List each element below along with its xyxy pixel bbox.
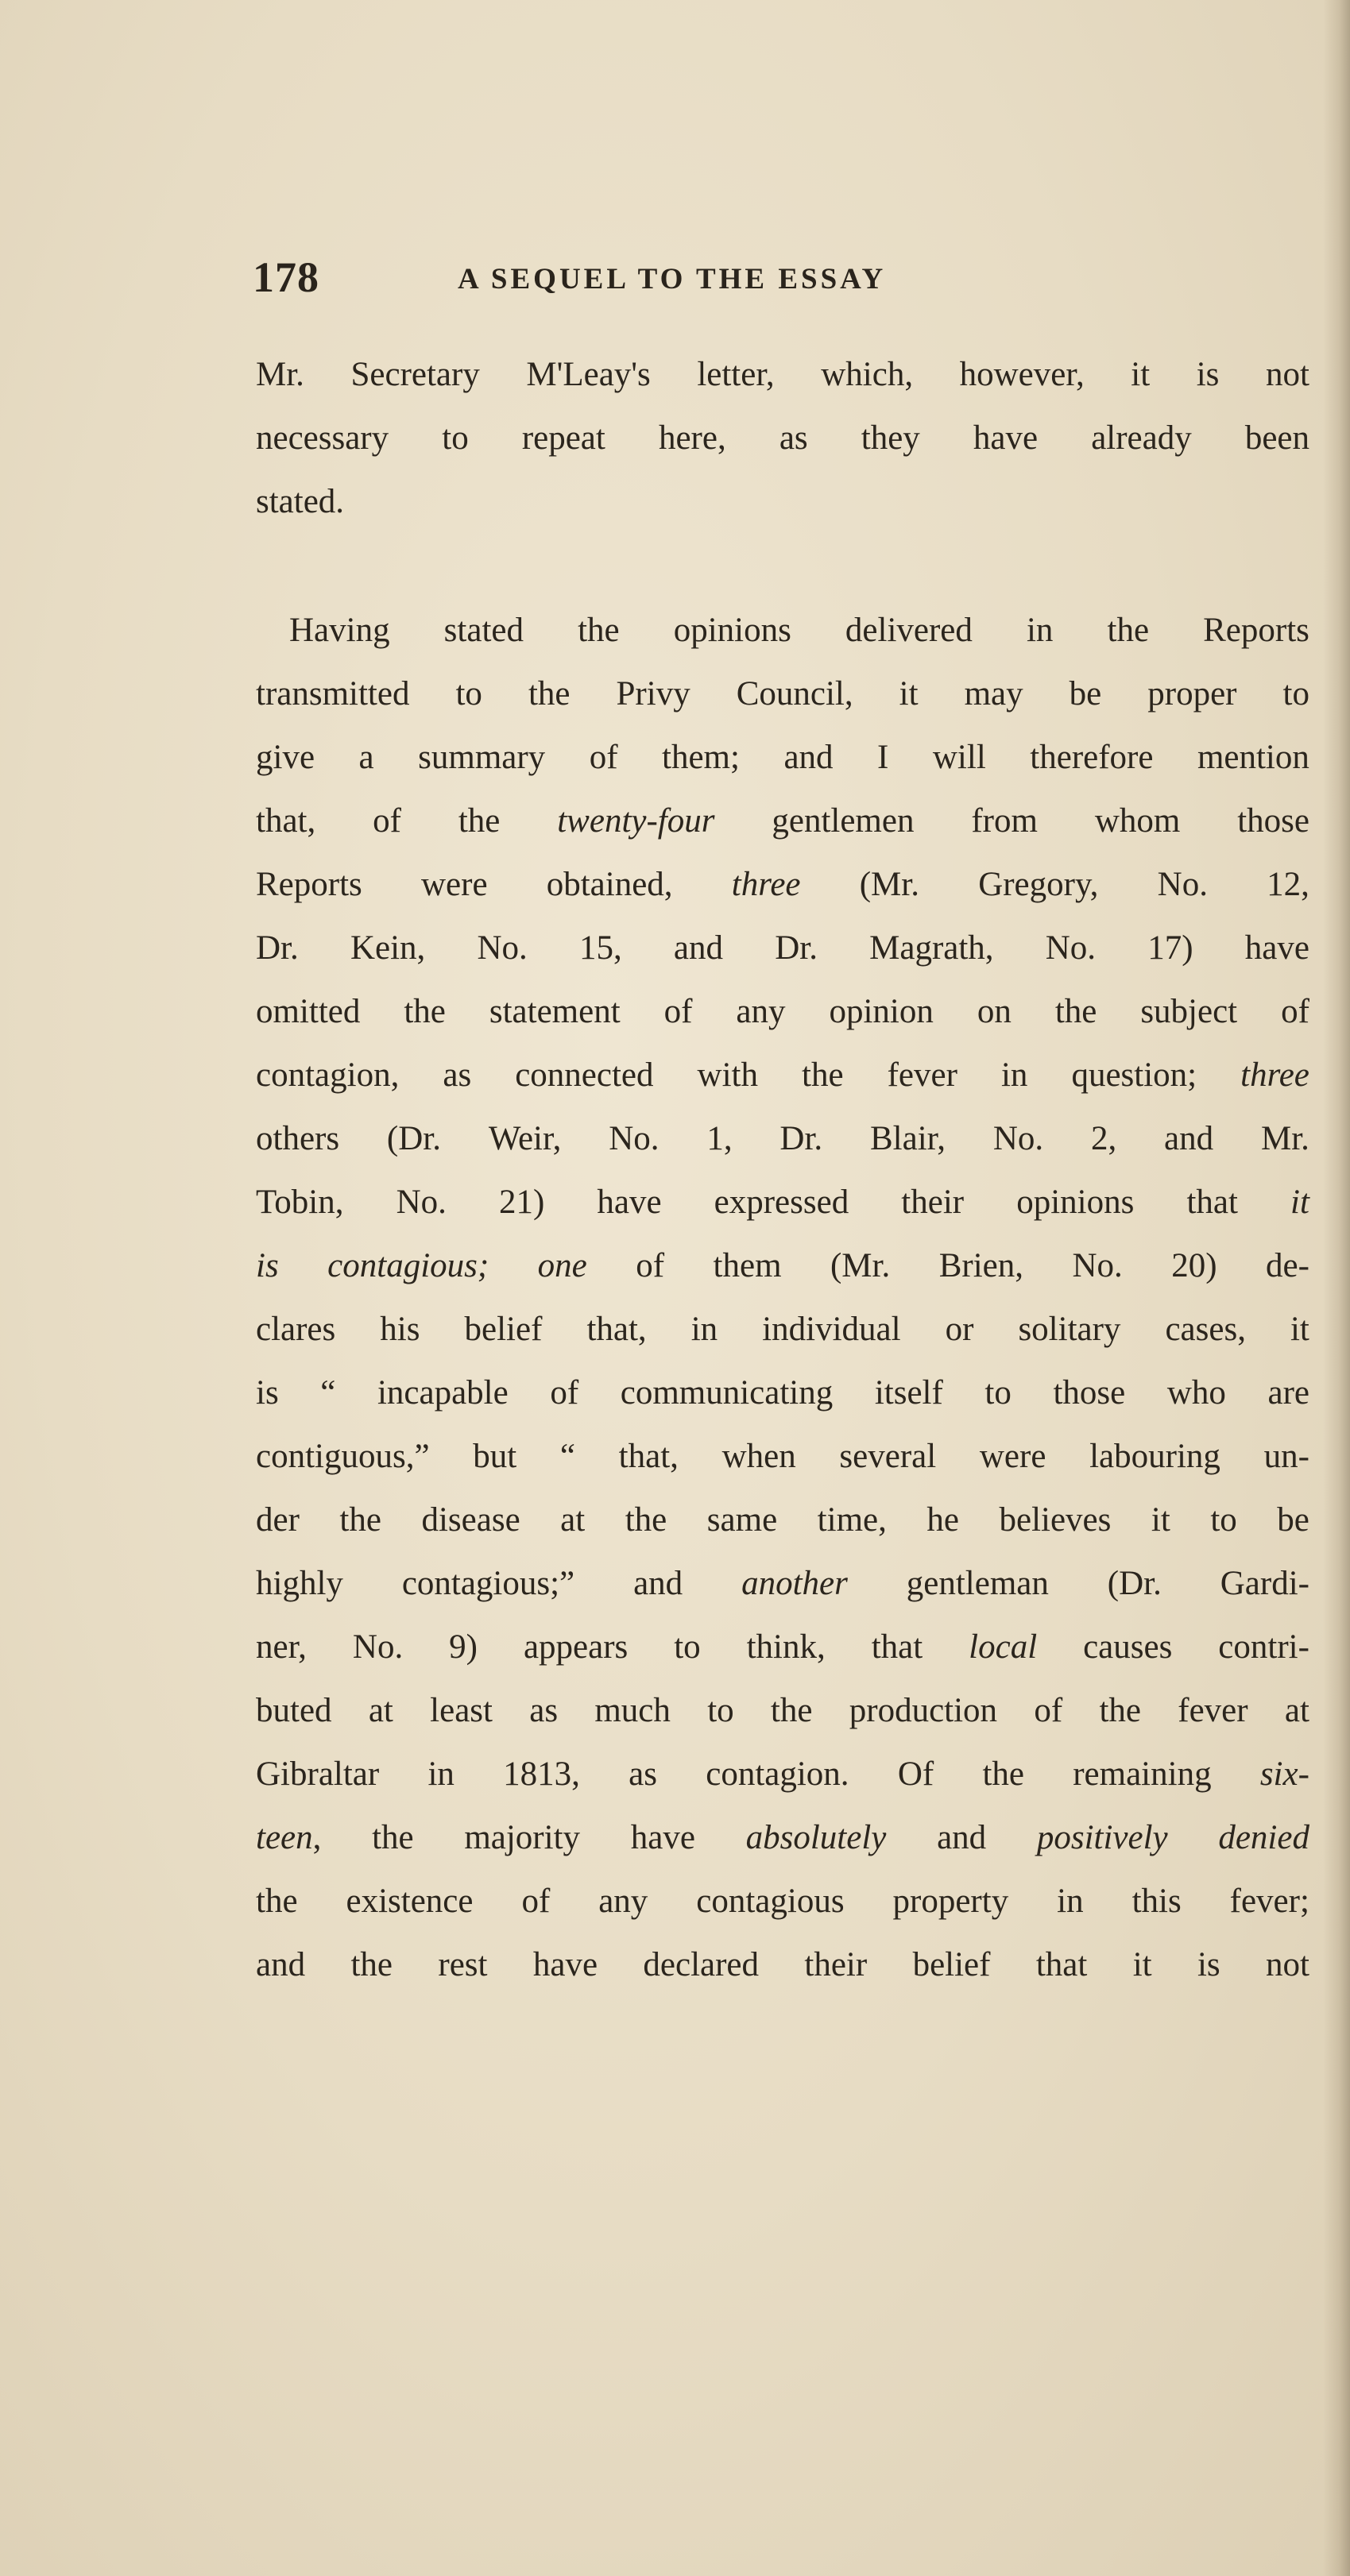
- word: subject: [1140, 993, 1238, 1030]
- word: three: [731, 866, 801, 903]
- word: be: [1069, 675, 1102, 713]
- word: contagious;: [327, 1247, 489, 1284]
- word: the: [1054, 993, 1097, 1030]
- word: fever;: [1229, 1883, 1309, 1920]
- word: twenty-four: [557, 802, 715, 840]
- word: as: [443, 1056, 472, 1094]
- text-line: [256, 1044, 1309, 1107]
- word: were: [979, 1438, 1046, 1475]
- word: as: [629, 1755, 657, 1793]
- word: contiguous,”: [256, 1438, 430, 1475]
- word: from: [971, 802, 1038, 840]
- text-line: [256, 917, 1309, 980]
- word: to: [1210, 1501, 1237, 1539]
- word: (Mr.: [830, 1247, 891, 1284]
- word: letter,: [697, 356, 775, 393]
- word: question;: [1071, 1056, 1197, 1094]
- word: (Dr.: [386, 1120, 441, 1157]
- word: that,: [256, 802, 316, 840]
- word: 20): [1171, 1247, 1217, 1284]
- word: therefore: [1030, 739, 1154, 776]
- word: those: [1053, 1374, 1126, 1412]
- word: Tobin,: [256, 1184, 344, 1221]
- word: local: [969, 1628, 1038, 1666]
- word: the: [982, 1755, 1024, 1793]
- word: it: [899, 675, 919, 713]
- word: to: [442, 419, 469, 457]
- text-line: [256, 1679, 1309, 1743]
- word: contagious;”: [401, 1565, 575, 1602]
- word: No.: [1045, 929, 1097, 967]
- word: several: [839, 1438, 937, 1475]
- text-line: [256, 726, 1309, 790]
- word: the: [578, 612, 620, 649]
- text-line: [256, 790, 1309, 853]
- word: Gardi-: [1220, 1565, 1309, 1602]
- word: appears: [523, 1628, 629, 1666]
- word: No.: [352, 1628, 404, 1666]
- word: in: [1000, 1056, 1028, 1094]
- word: the: [404, 993, 446, 1030]
- word: the: [256, 1883, 298, 1920]
- word: opinions: [1016, 1184, 1135, 1221]
- word: not: [1266, 1946, 1309, 1983]
- page-number: 178: [253, 253, 319, 301]
- text-line: [256, 1616, 1309, 1679]
- word: and: [1164, 1120, 1214, 1157]
- running-title: A SEQUEL TO THE ESSAY: [458, 263, 887, 295]
- word: in: [1057, 1883, 1084, 1920]
- word: believes: [999, 1501, 1112, 1539]
- word: another: [741, 1565, 848, 1602]
- word: of: [1281, 993, 1309, 1030]
- word: Mr.: [256, 356, 304, 393]
- word: Brien,: [938, 1247, 1023, 1284]
- word: I: [877, 739, 889, 776]
- word: of: [373, 802, 401, 840]
- word: them;: [662, 739, 740, 776]
- word: of: [589, 739, 618, 776]
- word: here,: [658, 419, 726, 457]
- word: have: [630, 1819, 695, 1856]
- word: 9): [449, 1628, 478, 1666]
- text-line: [256, 1870, 1309, 1933]
- word: is: [256, 1247, 279, 1284]
- word: his: [380, 1311, 420, 1348]
- word: may: [964, 675, 1023, 713]
- text-line: [256, 1489, 1309, 1552]
- text-line: [256, 1743, 1309, 1806]
- word: gentleman: [906, 1565, 1049, 1602]
- word: the: [528, 675, 571, 713]
- word: think,: [746, 1628, 826, 1666]
- word: omitted: [256, 993, 361, 1030]
- word: have: [973, 419, 1039, 457]
- word: in: [690, 1311, 718, 1348]
- word: when: [721, 1438, 796, 1475]
- word: clares: [256, 1311, 336, 1348]
- word: 17): [1147, 929, 1193, 967]
- text-line: [256, 1361, 1309, 1425]
- word: labouring: [1089, 1438, 1220, 1475]
- word: it: [1290, 1184, 1309, 1221]
- word: repeat: [521, 419, 605, 457]
- word: will: [932, 739, 986, 776]
- word: ner,: [256, 1628, 307, 1666]
- word: highly: [256, 1565, 343, 1602]
- word: denied: [1218, 1819, 1309, 1856]
- word: to: [707, 1692, 734, 1729]
- word: any: [736, 993, 786, 1030]
- word: (Mr.: [859, 866, 919, 903]
- word: 12,: [1267, 866, 1309, 903]
- word: contagion.: [706, 1755, 849, 1793]
- word: and: [673, 929, 723, 967]
- word: Reports: [1203, 612, 1309, 649]
- word: at: [1284, 1692, 1309, 1729]
- word: the: [350, 1946, 393, 1983]
- word: cases,: [1165, 1311, 1246, 1348]
- word: the: [1107, 612, 1150, 649]
- word: solitary: [1018, 1311, 1121, 1348]
- word: positively: [1036, 1819, 1168, 1856]
- word: 21): [498, 1184, 545, 1221]
- word: it: [1290, 1311, 1309, 1348]
- word: production: [849, 1692, 998, 1729]
- word: been: [1244, 419, 1309, 457]
- word: in: [1026, 612, 1054, 649]
- word: he: [926, 1501, 959, 1539]
- word: Gregory,: [978, 866, 1099, 903]
- word: contagious: [696, 1883, 845, 1920]
- word: contagion,: [256, 1056, 400, 1094]
- word: have: [532, 1946, 598, 1983]
- word: three: [1240, 1056, 1309, 1094]
- word: them: [713, 1247, 782, 1284]
- word: No.: [609, 1120, 660, 1157]
- word: causes: [1083, 1628, 1173, 1666]
- word: much: [594, 1692, 671, 1729]
- word: 1813,: [503, 1755, 580, 1793]
- text-line: [256, 1107, 1309, 1171]
- word: which,: [821, 356, 914, 393]
- word: that,: [618, 1438, 679, 1475]
- word: already: [1091, 419, 1192, 457]
- word: necessary: [256, 419, 389, 457]
- word: No.: [1157, 866, 1208, 903]
- word: the: [770, 1692, 813, 1729]
- word: the: [625, 1501, 667, 1539]
- word: is: [256, 1374, 279, 1412]
- word: are: [1267, 1374, 1309, 1412]
- text-line: [256, 470, 1309, 534]
- text-line: [256, 1171, 1309, 1234]
- word: fever: [887, 1056, 957, 1094]
- word: the: [1099, 1692, 1141, 1729]
- running-head: [253, 253, 1309, 316]
- word: Mr.: [1260, 1120, 1309, 1157]
- word: their: [804, 1946, 868, 1983]
- word: existence: [346, 1883, 474, 1920]
- word: proper: [1147, 675, 1237, 713]
- word: Gibraltar: [256, 1755, 380, 1793]
- word: and: [783, 739, 834, 776]
- word: is: [1197, 1946, 1220, 1983]
- word: absolutely: [745, 1819, 887, 1856]
- word: obtained,: [546, 866, 673, 903]
- word: de-: [1266, 1247, 1309, 1284]
- word: Weir,: [488, 1120, 562, 1157]
- word: and: [256, 1946, 306, 1983]
- text-line: [256, 1806, 1309, 1870]
- word: rest: [438, 1946, 488, 1983]
- word: it: [1131, 356, 1151, 393]
- word: Dr.: [779, 1120, 823, 1157]
- word: those: [1237, 802, 1309, 840]
- word: that,: [586, 1311, 647, 1348]
- word: this: [1131, 1883, 1182, 1920]
- word: with: [697, 1056, 758, 1094]
- word: that: [1035, 1946, 1088, 1983]
- word: the: [458, 802, 501, 840]
- word: No.: [477, 929, 528, 967]
- text-line: [256, 1425, 1309, 1489]
- word: communicating: [620, 1374, 834, 1412]
- word: at: [368, 1692, 393, 1729]
- word: to: [455, 675, 482, 713]
- word: Kein,: [350, 929, 426, 967]
- paragraph-gap: [256, 534, 1309, 599]
- word: on: [977, 993, 1012, 1030]
- word: “: [559, 1438, 575, 1475]
- word: whom: [1094, 802, 1181, 840]
- word: connected: [515, 1056, 654, 1094]
- word: six-: [1259, 1755, 1309, 1793]
- text-line: [256, 1552, 1309, 1616]
- word: opinions: [673, 612, 791, 649]
- word: their: [901, 1184, 965, 1221]
- word: least: [430, 1692, 493, 1729]
- text-line: [256, 1298, 1309, 1361]
- body-text: [256, 343, 1309, 1997]
- word: Dr.: [775, 929, 818, 967]
- word: individual: [762, 1311, 901, 1348]
- word: delivered: [845, 612, 973, 649]
- word: fever: [1178, 1692, 1248, 1729]
- word: stated: [443, 612, 524, 649]
- word: majority: [464, 1819, 581, 1856]
- word: give: [256, 739, 315, 776]
- word: Magrath,: [869, 929, 994, 967]
- word: M'Leay's: [526, 356, 651, 393]
- word: and: [633, 1565, 683, 1602]
- text-line: [256, 1234, 1309, 1298]
- word: others: [256, 1120, 340, 1157]
- word: Council,: [736, 675, 853, 713]
- word: of: [550, 1374, 579, 1412]
- word: the: [339, 1501, 381, 1539]
- word: the: [802, 1056, 844, 1094]
- word: as: [779, 419, 808, 457]
- word: belief: [912, 1946, 991, 1983]
- word: to: [1282, 675, 1309, 713]
- word: contri-: [1218, 1628, 1309, 1666]
- word: teen,: [256, 1819, 322, 1856]
- word: it: [1151, 1501, 1170, 1539]
- word: have: [1244, 929, 1309, 967]
- word: No.: [992, 1120, 1044, 1157]
- word: at: [560, 1501, 586, 1539]
- word: who: [1166, 1374, 1226, 1412]
- word: stated.: [256, 483, 345, 520]
- word: Privy: [616, 675, 690, 713]
- word: gentlemen: [772, 802, 915, 840]
- paragraph: [256, 343, 1309, 534]
- word: is: [1196, 356, 1220, 393]
- word: summary: [418, 739, 546, 776]
- word: of: [636, 1247, 665, 1284]
- word: Having: [289, 612, 390, 649]
- text-line: [256, 662, 1309, 726]
- word: same: [706, 1501, 778, 1539]
- word: incapable: [377, 1374, 509, 1412]
- word: declared: [643, 1946, 760, 1983]
- word: Secretary: [350, 356, 480, 393]
- word: statement: [489, 993, 621, 1030]
- text-line: [256, 980, 1309, 1044]
- word: it: [1132, 1946, 1152, 1983]
- word: Dr.: [256, 929, 299, 967]
- text-line: [256, 343, 1309, 407]
- word: 1,: [706, 1120, 733, 1157]
- word: to: [674, 1628, 701, 1666]
- word: transmitted: [256, 675, 410, 713]
- word: however,: [959, 356, 1085, 393]
- word: 15,: [578, 929, 622, 967]
- word: Of: [897, 1755, 934, 1793]
- word: 2,: [1090, 1120, 1117, 1157]
- word: buted: [256, 1692, 332, 1729]
- word: that: [871, 1628, 923, 1666]
- word: un-: [1263, 1438, 1309, 1475]
- text-line: [256, 599, 1309, 662]
- word: mention: [1197, 739, 1309, 776]
- word: of: [1034, 1692, 1063, 1729]
- text-line: [256, 853, 1309, 917]
- word: disease: [421, 1501, 520, 1539]
- page-edge-shadow: [1323, 0, 1350, 2576]
- text-line: [256, 407, 1309, 470]
- word: remaining: [1073, 1755, 1212, 1793]
- word: not: [1265, 356, 1309, 393]
- word: to: [984, 1374, 1012, 1412]
- word: “: [320, 1374, 336, 1412]
- paragraph: [256, 599, 1309, 1997]
- word: and: [937, 1819, 987, 1856]
- word: of: [521, 1883, 551, 1920]
- word: that: [1186, 1184, 1238, 1221]
- word: of: [663, 993, 693, 1030]
- word: were: [420, 866, 488, 903]
- word: der: [256, 1501, 300, 1539]
- word: but: [473, 1438, 517, 1475]
- word: one: [537, 1247, 587, 1284]
- word: time,: [817, 1501, 887, 1539]
- word: be: [1277, 1501, 1309, 1539]
- word: the: [372, 1819, 414, 1856]
- word: Reports: [256, 866, 362, 903]
- word: itself: [874, 1374, 943, 1412]
- word: any: [598, 1883, 648, 1920]
- word: property: [892, 1883, 1009, 1920]
- word: No.: [1072, 1247, 1123, 1284]
- word: Blair,: [869, 1120, 946, 1157]
- word: or: [945, 1311, 974, 1348]
- word: belief: [464, 1311, 543, 1348]
- text-line: [256, 1933, 1309, 1997]
- word: (Dr.: [1107, 1565, 1162, 1602]
- word: expressed: [714, 1184, 849, 1221]
- word: as: [529, 1692, 559, 1729]
- word: have: [597, 1184, 662, 1221]
- word: opinion: [829, 993, 934, 1030]
- word: a: [358, 739, 374, 776]
- word: No.: [396, 1184, 447, 1221]
- word: they: [861, 419, 920, 457]
- word: in: [427, 1755, 455, 1793]
